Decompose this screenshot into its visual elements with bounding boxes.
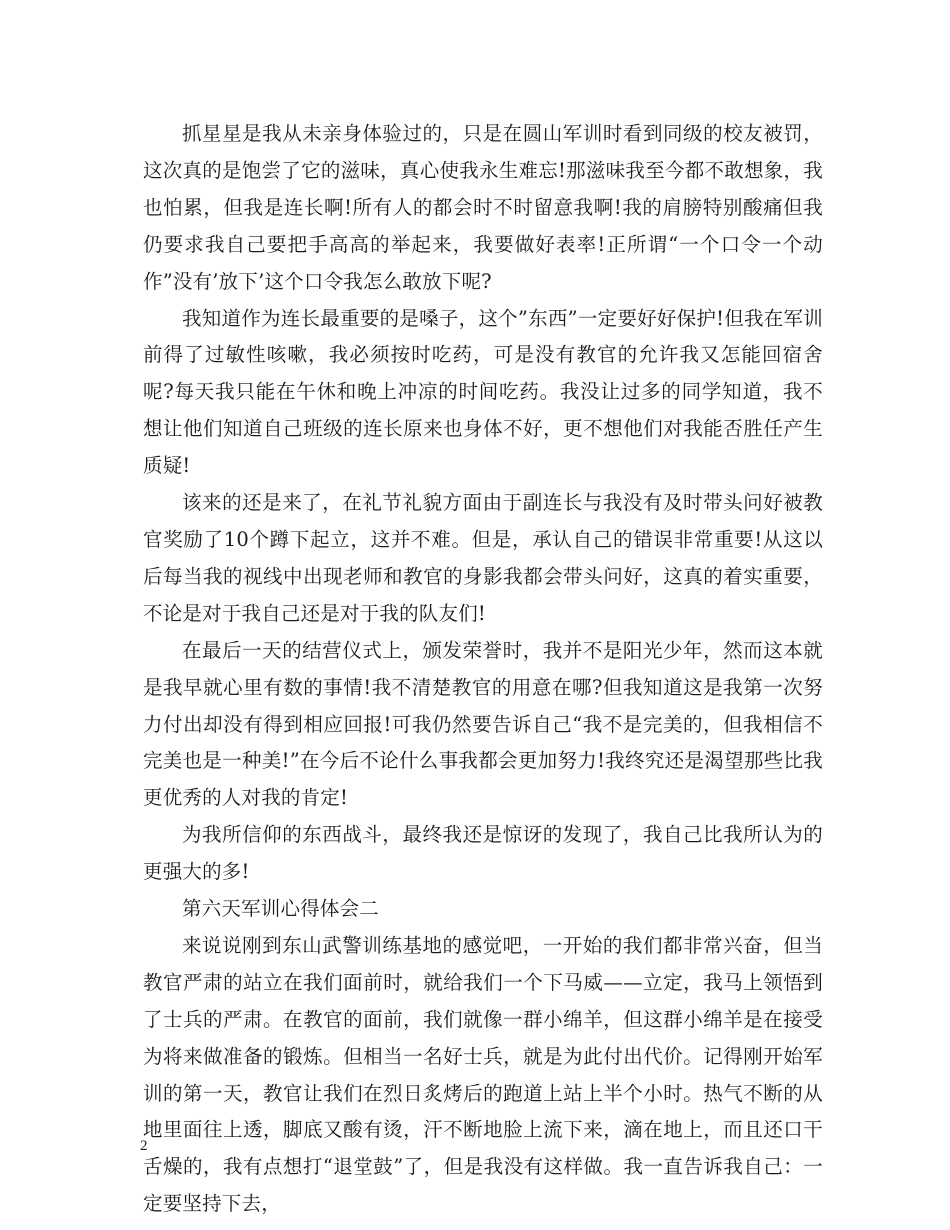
paragraph-1: 抓星星是我从未亲身体验过的，只是在圆山军训时看到同级的校友被罚，这次真的是饱尝了它的滋味，真心使我永生难忘!那滋味我至今都不敢想象，我也怕累，但我是连长啊!所有人的都会时不时留意我啊!我的肩膀特别酸痛但我仍要求我自己要把手高高的举起来，我要做好表率!正所谓“一个口令一个动作”没有’放下’这个口令我怎么敢放下呢? xyxy=(143,122,823,293)
page-number: 2 xyxy=(140,1138,148,1154)
section-heading: 第六天军训心得体会二 xyxy=(182,897,380,921)
paragraph-5: 为我所信仰的东西战斗，最终我还是惊讶的发现了，我自己比我所认为的更强大的多! xyxy=(143,823,823,884)
body-text xyxy=(143,116,823,1223)
paragraph-4: 在最后一天的结营仪式上，颁发荣誉时，我并不是阳光少年，然而这本就是我早就心里有数的事情!我不清楚教官的用意在哪?但我知道这是我第一次努力付出却没有得到相应回报!可我仍然要告诉自己“我不是完美的，但我相信不完美也是一种美!”在今后不论什么事我都会更加努力!我终究还是渴望那些比我更优秀的人对我的肯定! xyxy=(143,638,823,810)
paragraph-6: 来说说刚到东山武警训练基地的感觉吧，一开始的我们都非常兴奋，但当教官严肃的站立在我们面前时，就给我们一个下马威——立定，我马上领悟到了士兵的严肃。在教官的面前，我们就像一群小绵羊，但这群小绵羊是在接受为将来做准备的锻炼。但相当一名好士兵，就是为此付出代价。记得刚开始军训的第一天，教官让我们在烈日炙烤后的跑道上站上半个小时。热气不断的从地里面往上透，脚底又酸有烫，汗不断地脸上流下来，滴在地上，而且还口干舌燥的，我有点想打“退堂鼓”了，但是我没有这样做。我一直告诉我自己：一定要坚持下去， xyxy=(143,933,823,1216)
paragraph-2: 我知道作为连长最重要的是嗓子，这个”东西”一定要好好保护!但我在军训前得了过敏性咳嗽，我必须按时吃药，可是没有教官的允许我又怎能回宿舍呢?每天我只能在午休和晚上冲凉的时间吃药。我没让过多的同学知道，我不想让他们知道自己班级的连长原来也身体不好，更不想他们对我能否胜任产生质疑! xyxy=(143,306,823,478)
paragraph-3: 该来的还是来了，在礼节礼貌方面由于副连长与我没有及时带头问好被教官奖励了10个蹲下起立，这并不难。但是，承认自己的错误非常重要!从这以后每当我的视线中出现老师和教官的身影我都会带头问好，这真的着实重要，不论是对于我自己还是对于我的队友们! xyxy=(143,491,823,625)
